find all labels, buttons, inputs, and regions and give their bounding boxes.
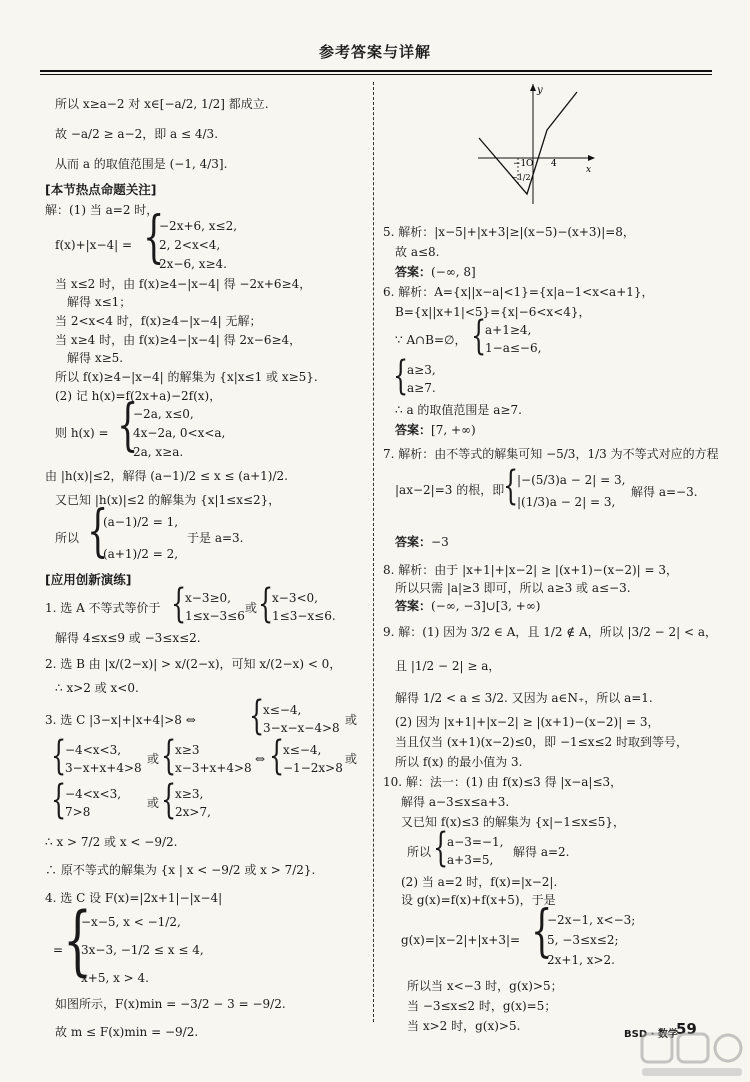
answer-row (395, 534, 449, 550)
x-axis-label: x (586, 165, 592, 175)
piecewise-case: −2a, x≤0, (133, 407, 194, 421)
brace-symbol: { (433, 825, 449, 871)
text-line: ⇔ (255, 752, 266, 766)
system-case: 1−a≤−6, (485, 341, 542, 355)
answer-line: 6. 解析：A={x||x−a|<1}={x|a−1<x<a+1}， (383, 285, 654, 299)
text-line: 解得 x≥5. (67, 351, 124, 365)
system-case: 1≤x−3≤6 (185, 609, 245, 623)
page-number: 59 (676, 1020, 697, 1038)
answer-line: 8. 解析：由于 |x+1|+|x−2| ≥ |(x+1)−(x−2)| = 3， (383, 563, 679, 577)
system-lhs: 所以 (55, 531, 80, 545)
answer-line: 3. 选 C |3−x|+|x+4|>8 ⇔ (45, 713, 196, 727)
system-case: a+3=5, (447, 853, 494, 867)
answer-line: 9. 解：(1) 因为 3/2 ∈ A，且 1/2 ∉ A，所以 |3/2 − 2| < a， (383, 625, 718, 639)
piecewise-case: 2a, x≥a. (133, 445, 184, 459)
brace-symbol: { (51, 777, 67, 823)
text-line: 解得 a−3≤x≤a+3. (401, 795, 510, 809)
brace-symbol: { (249, 693, 265, 739)
piecewise-lhs: g(x)=|x−2|+|x+3|= (401, 933, 521, 947)
text-line: 故 −a/2 ≥ a−2，即 a ≤ 4/3. (55, 127, 219, 141)
system-case: 1≤3−x≤6. (272, 609, 336, 623)
piecewise-case: 2, 2<x<4, (159, 238, 221, 252)
answer-line: 5. 解析：|x−5|+|x+3|≥|(x−5)−(x+3)|=8， (383, 225, 635, 239)
answer-value: (−∞, 8] (431, 265, 476, 279)
brace-symbol: { (63, 895, 93, 984)
y-axis-arrow (530, 84, 536, 91)
text-line: 或 (147, 796, 160, 810)
x-axis-arrow (588, 155, 595, 161)
answer-label: 答案： (395, 599, 432, 613)
piecewise-case: 5, −3≤x≤2; (547, 933, 619, 947)
section-heading: [应用创新演练] (45, 572, 132, 587)
system-case: 3−x−x−4>8 (263, 721, 340, 735)
brace-symbol: { (269, 733, 285, 779)
text-line: 故 a≤8. (395, 245, 440, 259)
text-line: ∴ x>2 或 x<0. (55, 681, 139, 695)
text-line: (2) 当 a=2 时，f(x)=|x−2|. (401, 875, 558, 889)
brace-symbol: { (258, 581, 274, 627)
brace-symbol: { (87, 499, 109, 564)
brace-symbol: { (393, 353, 409, 399)
y-axis-label: y (537, 85, 543, 96)
system-case: x−3<0, (272, 591, 318, 605)
brace-symbol: { (503, 463, 519, 509)
system-case: −4<x<3, (65, 787, 122, 801)
brace-symbol: { (161, 777, 177, 823)
text-line: 所以当 x<−3 时，g(x)>5； (407, 979, 563, 993)
text-line: 所以 f(x) 的最小值为 3. (395, 755, 523, 769)
text-line: |ax−2|=3 的根，即 (395, 483, 505, 497)
piecewise-case: −x−5, x < −1/2, (81, 915, 181, 929)
system-case: x−3+x+4>8 (175, 761, 252, 775)
text-line: 解得 a=−3. (631, 485, 698, 499)
header-rule (40, 70, 712, 72)
text-line: 当 x≥4 时，由 f(x)≥4−|x−4| 得 2x−6≥4， (55, 333, 302, 347)
text-line: 且 |1/2 − 2| ≥ a， (395, 659, 501, 673)
brace-symbol: { (161, 733, 177, 779)
system-case: x≤−4, (263, 703, 302, 717)
footer-series-code: BSD · 数学 (624, 1029, 678, 1040)
text-line: ∴ 原不等式的解集为 {x | x < −9/2 或 x > 7/2}. (45, 863, 316, 877)
text-line: 解得 x≤1； (67, 295, 132, 309)
page-header-title: 参考答案与详解 (318, 43, 431, 61)
column-divider (373, 82, 374, 1022)
brace-symbol: { (51, 733, 67, 779)
answer-row (395, 598, 540, 614)
text-line: 或 (245, 601, 258, 615)
answer-label: 答案： (395, 423, 432, 437)
text-line: 又已知 f(x)≤3 的解集为 {x|−1≤x≤5}， (401, 815, 625, 829)
text-line: 如图所示，F(x)min = −3/2 − 3 = −9/2. (55, 997, 286, 1011)
piecewise-lhs: 则 h(x) = (55, 426, 109, 440)
system-case: a≥3, (407, 363, 436, 377)
answer-line: 1. 选 A 不等式等价于 (45, 601, 161, 615)
system-case: a−3=−1, (447, 835, 504, 849)
piecewise-case: 2x−6, x≥4. (159, 257, 227, 271)
text-line: B={x||x+1|<5}={x|−6<x<4}， (395, 305, 591, 319)
piecewise-lhs: = (53, 943, 64, 957)
system-case: |(1/3)a − 2| = 3, (517, 495, 616, 509)
system-case: x≤−4, (283, 743, 322, 757)
system-case: |−(5/3)a − 2| = 3, (517, 473, 626, 487)
piecewise-case: 3x−3, −1/2 ≤ x ≤ 4, (81, 943, 204, 957)
system-case: x≥3, (175, 787, 204, 801)
text-line: 当且仅当 (x+1)(x−2)≤0，即 −1≤x≤2 时取到等号， (395, 735, 688, 749)
text-line: 所以只需 |a|≥3 即可，所以 a≥3 或 a≤−3. (395, 581, 631, 595)
brace-symbol: { (143, 205, 165, 270)
brace-symbol: { (531, 899, 553, 964)
text-line: 又已知 |h(x)|≤2 的解集为 {x|1≤x≤2}， (55, 493, 281, 507)
text-line: 于是 a=3. (187, 531, 244, 545)
system-case: x≥3 (175, 743, 200, 757)
header-rule-thin (40, 74, 712, 75)
brace-symbol: { (117, 393, 139, 458)
text-line: ∴ x > 7/2 或 x < −9/2. (45, 835, 178, 849)
system-case: (a+1)/2 = 2, (103, 547, 179, 561)
brace-symbol: { (171, 581, 187, 627)
answer-label: 答案： (395, 265, 432, 279)
answer-line: 7. 解析：由不等式的解集可知 −5/3，1/3 为不等式对应的方程 (383, 447, 719, 461)
system-lhs: 所以 (407, 845, 432, 859)
system-case: −4<x<3, (65, 743, 122, 757)
answer-line: 10. 解：法一：(1) 由 f(x)≤3 得 |x−a|≤3， (383, 775, 623, 789)
piecewise-case: x+5, x > 4. (81, 971, 149, 985)
section-heading: [本节热点命题关注] (45, 182, 157, 197)
answer-label: 答案： (395, 535, 432, 549)
answer-value: (−∞, −3]∪[3, +∞) (431, 599, 541, 613)
answer-row (395, 422, 476, 438)
text-line: 当 −3≤x≤2 时，g(x)=5； (407, 999, 557, 1013)
text-line: 设 g(x)=f(x)+f(x+5)，于是 (401, 893, 556, 907)
system-case: 2x>7, (175, 805, 211, 819)
text-line: 由 |h(x)|≤2，解得 (a−1)/2 ≤ x ≤ (a+1)/2. (45, 469, 288, 483)
text-line: 或 (147, 752, 160, 766)
tick-label: 4 (551, 159, 557, 169)
text-line: 故 m ≤ F(x)min = −9/2. (55, 1025, 199, 1039)
function-graph (473, 84, 603, 209)
piecewise-case: −2x−1, x<−3; (547, 913, 636, 927)
piecewise-case: 4x−2a, 0<x<a, (133, 426, 226, 440)
piecewise-lhs: f(x)+|x−4| = (55, 238, 133, 252)
origin-label: O (526, 159, 534, 169)
system-case: x−3≥0, (185, 591, 231, 605)
tick-label: −1 (513, 159, 527, 169)
brace-symbol: { (471, 313, 487, 359)
text-line: (2) 记 h(x)=f(2x+a)−2f(x)， (55, 389, 222, 403)
text-line: 解得 4≤x≤9 或 −3≤x≤2. (55, 631, 201, 645)
text-line: 当 x>2 时，g(x)>5. (407, 1019, 521, 1033)
answer-row (395, 264, 476, 280)
answer-value: [7, +∞) (431, 423, 476, 437)
system-case: 7>8 (65, 805, 91, 819)
text-line: ∵ A∩B=∅， (395, 333, 467, 347)
text-line: 当 x≤2 时，由 f(x)≥4−|x−4| 得 −2x+6≥4， (55, 277, 312, 291)
answer-line: 4. 选 C 设 F(x)=|2x+1|−|x−4| (45, 891, 223, 905)
system-case: 3−x+x+4>8 (65, 761, 142, 775)
text-line: ∴ a 的取值范围是 a≥7. (395, 403, 522, 417)
system-case: a+1≥4, (485, 323, 532, 337)
text-line: 解：(1) 当 a=2 时， (45, 203, 159, 217)
text-line: 或 (345, 752, 358, 766)
answer-line: 2. 选 B 由 |x/(2−x)| > x/(2−x)，可知 x/(2−x) < 0， (45, 657, 342, 671)
text-line: 从而 a 的取值范围是 (−1, 4/3]. (55, 157, 228, 171)
text-line: 或 (345, 713, 358, 727)
text-line: 所以 f(x)≥4−|x−4| 的解集为 {x|x≤1 或 x≥5}. (55, 370, 318, 384)
piecewise-case: 2x+1, x>2. (547, 953, 615, 967)
tick-label: −1/2 (511, 173, 531, 182)
text-line: 所以 x≥a−2 对 x∈[−a/2, 1/2] 都成立. (55, 97, 269, 111)
system-case: (a−1)/2 = 1, (103, 515, 179, 529)
text-line: 解得 1/2 < a ≤ 3/2. 又因为 a∈N₊，所以 a=1. (395, 691, 653, 705)
system-case: −1−2x>8 (283, 761, 343, 775)
text-line: (2) 因为 |x+1|+|x−2| ≥ |(x+1)−(x−2)| = 3， (395, 715, 660, 729)
answer-value: −3 (431, 535, 449, 549)
text-line: 解得 a=2. (513, 845, 570, 859)
piecewise-case: −2x+6, x≤2, (159, 219, 238, 233)
watermark-logo-icon (638, 1030, 748, 1080)
system-case: a≥7. (407, 381, 436, 395)
text-line: 当 2<x<4 时，f(x)≥4−|x−4| 无解； (55, 314, 262, 328)
